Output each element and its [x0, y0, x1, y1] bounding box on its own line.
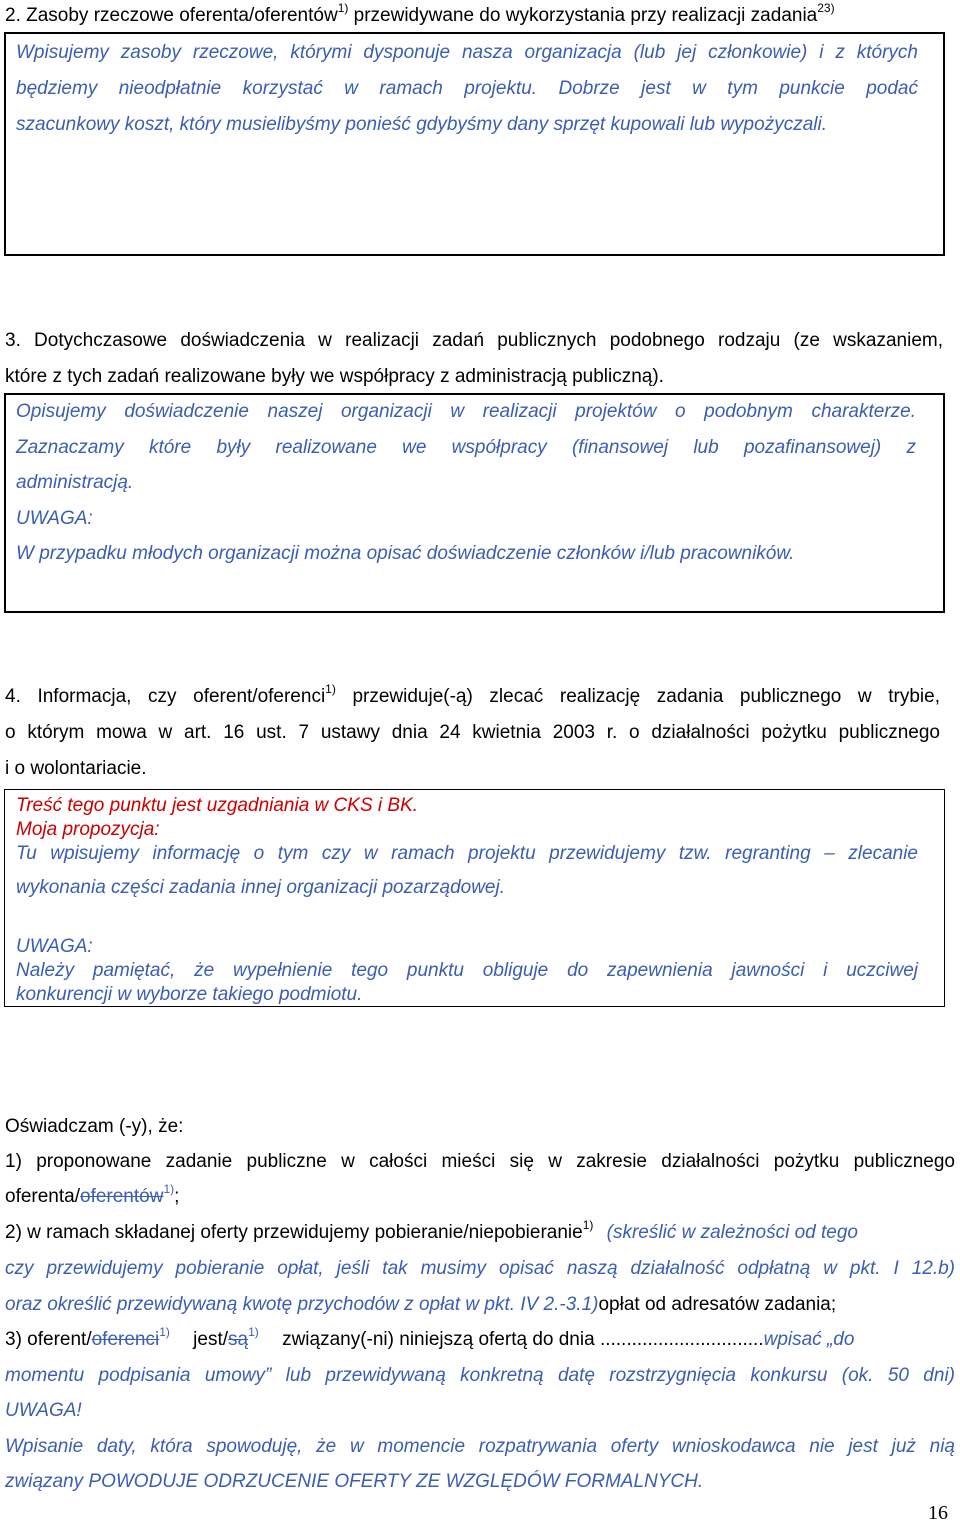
section2-box-line1: Wpisujemy zasoby rzeczowe, którymi dysponuje nasza organizacja (lub jej członkowie) i z których: [16, 42, 918, 63]
declaration-p1-line2: oferenta/oferentów$^{1)}$;: [5, 1182, 180, 1207]
declaration-p1-line1: 1) proponowane zadanie publiczne w całości mieści się w zakresie działalności pożytku publicznego: [5, 1151, 955, 1172]
section3-title-line2: które z tych zadań realizowane były we współpracy z administracją publiczną).: [5, 366, 664, 387]
section4-box-line3: Należy pamiętać, że wypełnienie tego punktu obliguje do zapewnienia jawności i uczciwej: [16, 960, 918, 981]
section4-box-uwaga: UWAGA:: [16, 936, 93, 957]
section4-line2: o którym mowa w art. 16 ust. 7 ustawy dnia 24 kwietnia 2003 r. o działalności pożytku publicznego: [5, 722, 940, 743]
declaration-heading: Oświadczam (-y), że:: [5, 1116, 184, 1137]
section2-box-line2: będziemy nieodpłatnie korzystać w ramach projektu. Dobrze jest w tym punkcie podać: [16, 78, 918, 99]
section4-line3: i o wolontariacie.: [5, 758, 147, 779]
declaration-p3-line2: momentu podpisania umowy” lub przewidywaną konkretną datę rozstrzygnięcia konkursu (ok. 50 dni): [5, 1365, 955, 1386]
section4-box-line1: Tu wpisujemy informację o tym czy w ramach projektu przewidujemy tzw. regranting – zlecanie: [16, 843, 918, 864]
section3-box-line1: Opisujemy doświadczenie naszej organizacji w realizacji projektów o podobnym charakterze.: [16, 401, 916, 422]
section4-box-red1: Treść tego punktu jest uzgadniania w CKS i BK.: [16, 795, 419, 816]
section3-box-line5: W przypadku młodych organizacji można opisać doświadczenie członków i/lub pracowników.: [16, 543, 795, 564]
declaration-p2-line1: 2) w ramach składanej oferty przewidujemy pobieranie/niepobieranie$^{1)}$ (skreślić w zależności od tego: [5, 1218, 858, 1243]
section2-title: 2. Zasoby rzeczowe oferenta/oferentów$^{1)}$ przewidywane do wykorzystania przy realizacji zadania$^{23)}$: [5, 1, 835, 26]
section4-line1: 4. Informacja, czy oferent/oferenci$^{1)}$ przewiduje(-ą) zlecać realizację zadania publicznego w trybie,: [5, 682, 940, 707]
section4-box-line4: konkurencji w wyborze takiego podmiotu.: [16, 984, 363, 1005]
declaration-p2-line2: czy przewidujemy pobieranie opłat, jeśli tak musimy opisać naszą działalność odpłatną w pkt. I 12.b): [5, 1258, 955, 1279]
declaration-p2-line3: oraz określić przewidywaną kwotę przychodów z opłat w pkt. IV 2.-3.1)opłat od adresatów zadania;: [5, 1294, 837, 1315]
section3-box[interactable]: [4, 393, 945, 613]
declaration-p3-line1: 3) oferent/oferenci$^{1)}$ jest/$są^{1)}$ związany(-ni) niniejszą ofertą do dnia ...............................wpisać „do: [5, 1325, 855, 1350]
section4-box-line2: wykonania części zadania innej organizacji pozarządowej.: [16, 877, 505, 898]
declaration-uwaga-line2: związany POWODUJE ODRZUCENIE OFERTY ZE WZGLĘDÓW FORMALNYCH.: [5, 1471, 704, 1492]
declaration-uwaga: UWAGA!: [5, 1400, 82, 1421]
section2-box[interactable]: [4, 32, 945, 256]
page-number: 16: [928, 1502, 948, 1524]
section3-title-line1: 3. Dotychczasowe doświadczenia w realizacji zadań publicznych podobnego rodzaju (ze wskazaniem,: [5, 330, 943, 351]
declaration-uwaga-line1: Wpisanie daty, która spowoduję, że w momencie rozpatrywania oferty wnioskodawca nie jest już nią: [5, 1436, 955, 1457]
section3-box-line2: Zaznaczamy które były realizowane we współpracy (finansowej lub pozafinansowej) z: [16, 437, 916, 458]
section3-box-line3: administracją.: [16, 472, 134, 493]
section2-box-line3: szacunkowy koszt, który musielibyśmy ponieść gdybyśmy dany sprzęt kupowali lub wypożyczali.: [16, 114, 827, 135]
section4-box-red2: Moja propozycja:: [16, 819, 160, 840]
section3-box-uwaga: UWAGA:: [16, 508, 93, 529]
